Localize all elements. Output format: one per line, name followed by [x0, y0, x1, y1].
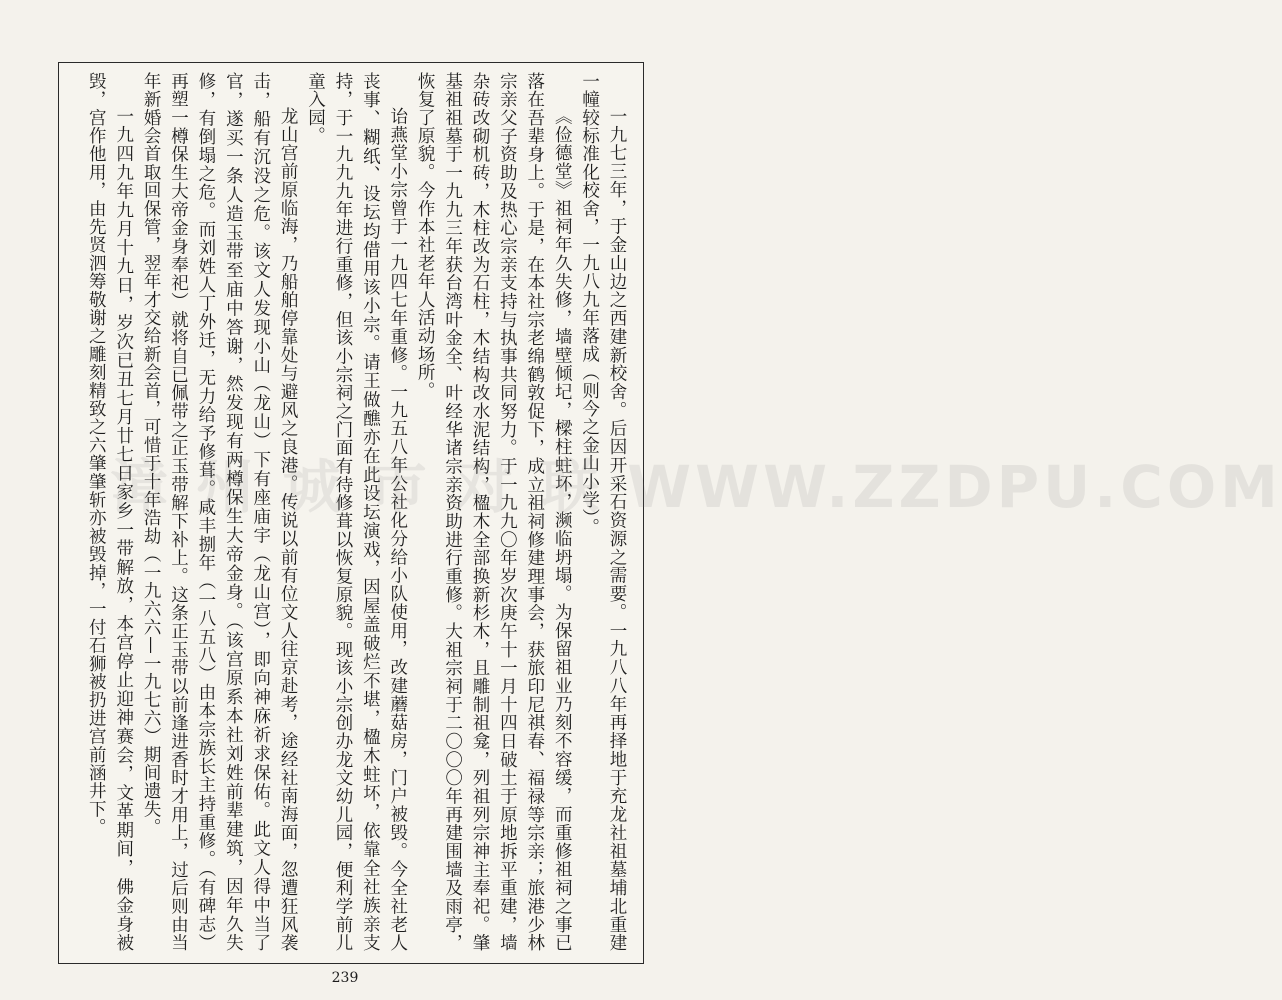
- paragraph: 《俭德堂》祖祠年久失修，墙壁倾圮，樑柱蛀坏，濒临坍塌。为保留祖业乃刻不容缓，而重修祖祠之事已落在吾辈身上。于是，在本社宗老绵鹤敦促下，成立祖祠修建理事会，获旅印尼祺春、福禄等宗亲；旅港少林宗亲父子资助及热心宗亲支持与执事共同努力。于一九九〇年岁次庚午十一月十四日破土于原地拆平重建，墙杂砖改砌机砖，木柱改为石柱，木结构改水泥结构，楹木全部换新杉木，且雕制祖龛，列祖列宗神主奉祀。肇基祖祖墓于一九九三年获台湾叶金全、叶经华诸宗亲资助进行重修。大祖宗祠于二〇〇〇年再建围墙及雨亭，恢复了原貌。今作本社老年人活动场所。: [415, 72, 573, 952]
- paragraph: 一九七三年，于金山边之西建新校舍。后因开采石资源之需要。一九八八年再择地于充龙社祖墓埔北重建一幢较标准化校舍，一九八九年落成（则今之金山小学）。: [579, 72, 627, 952]
- page-number: 239: [331, 970, 359, 986]
- watermark-latin: WWW.ZZDPU.COM: [627, 453, 1282, 521]
- body-text: [70, 72, 630, 952]
- paragraph: 诒燕堂小宗曾于一九四七年重修。一九五八年公社化分给小队使用，改建蘑菇房，门户被毁。今全社老人丧事、糊纸、设坛均借用该小宗。请王做醮亦在此设坛演戏，因屋盖破烂不堪，楹木蛀坏，依靠全社族亲支持，于一九九九年进行重修，但该小宗祠之门面有待修葺以恢复原貌。现该小宗创办龙文幼儿园，便利学前儿童入园。: [305, 72, 408, 952]
- paragraph: 龙山宫前原临海，乃船舶停靠处与避风之良港。传说以前有位文人往京赴考，途经社南海面，忽遭狂风袭击，船有沉没之危。该文人发现小山（龙山）下有座庙宇（龙山宫），即向神庥祈求保佑。此文人得中当了官，遂买一条人造玉带至庙中答谢，然发现有两樽保生大帝金身。（该宫原系本社刘姓前辈建筑，因年久失修，有倒塌之危。而刘姓人丁外迁，无力给予修葺。咸丰捌年（一八五八）由本宗族长主持重修。（有碑志）再塑一樽保生大帝金身奉祀）就将自已佩带之正玉带解下补上。这条正玉带以前逢进香时才用上，过后则由当年新婚会首取回保管，翌年才交给新会首，可惜于十年浩劫（一九六六—一九七六）期间遗失。: [141, 72, 299, 952]
- paragraph: 一九四九年九月十九日，岁次已丑七月廿七日家乡一带解放，本宫停止迎神赛会，文革期间，佛金身被毁，宫作他用，由先贤泗筹敬谢之雕刻精致之六肇肇斩亦被毁掉，一付石狮被扔进宫前涵井下。: [86, 72, 134, 952]
